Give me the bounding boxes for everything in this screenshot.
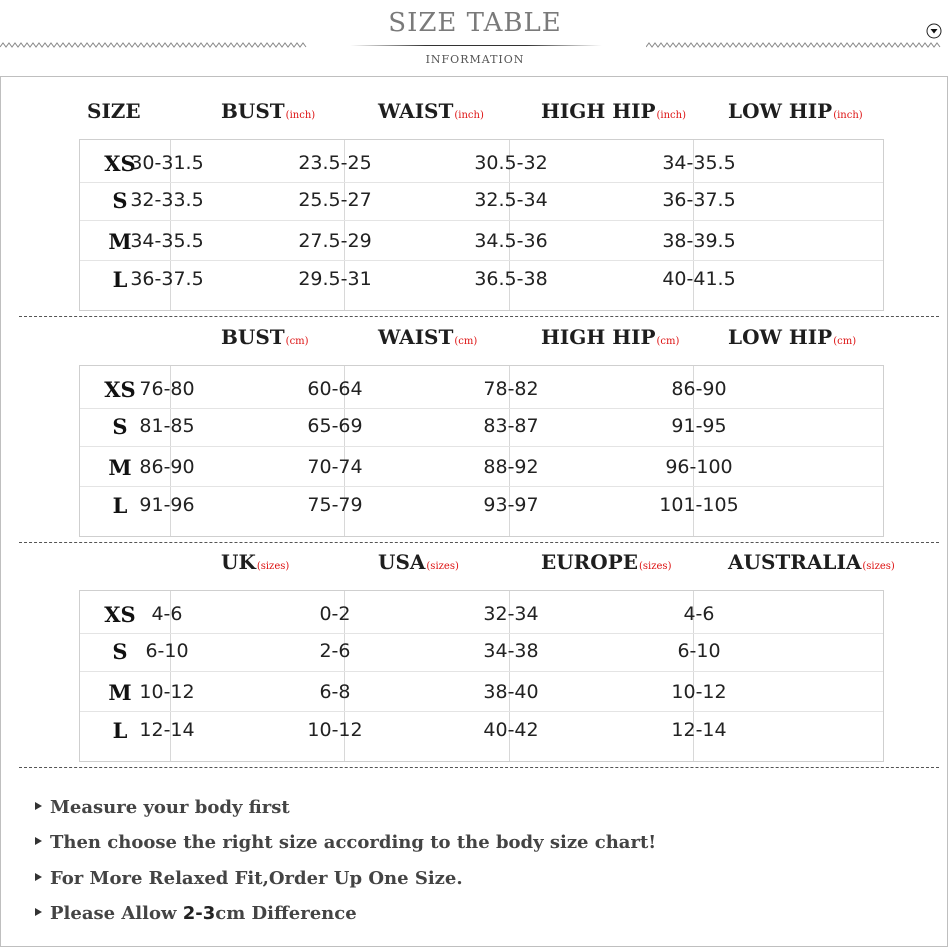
table-cell: 93-97 [483, 494, 539, 516]
table-cell: 38-40 [483, 681, 539, 703]
column-header [728, 327, 856, 347]
column-header-unit: (cm) [285, 336, 309, 347]
column-header-unit: (sizes) [862, 561, 895, 572]
note-highlight: 2-3 [182, 903, 216, 924]
dashed-separator [19, 542, 939, 543]
column-header-unit: (sizes) [426, 561, 459, 572]
table-cell: 91-96 [139, 494, 195, 516]
table-cell: 91-95 [671, 415, 727, 437]
table-cell: 36-37.5 [130, 268, 204, 290]
table-cell: 30.5-32 [474, 152, 548, 174]
table-cell: 10-12 [139, 681, 195, 703]
table-cell: 38-39.5 [662, 230, 736, 252]
table-cell: 75-79 [307, 494, 363, 516]
size-label: M [108, 455, 132, 480]
size-label: XS [104, 602, 136, 627]
table-cell: 6-10 [145, 640, 189, 662]
size-label: S [112, 188, 128, 213]
column-header-label: HIGH HIP [541, 325, 656, 349]
table-cell: 12-14 [139, 719, 195, 741]
table-cell: 101-105 [659, 494, 739, 516]
column-header [728, 552, 895, 572]
table-cell: 27.5-29 [298, 230, 372, 252]
column-header-label: UK [221, 550, 256, 574]
table-cell: 29.5-31 [298, 268, 372, 290]
triangle-right-icon [35, 873, 42, 881]
column-header-label: EUROPE [541, 550, 639, 574]
table-cell: 32-34 [483, 603, 539, 625]
table-cell: 4-6 [151, 603, 183, 625]
column-header [728, 101, 863, 121]
dashed-separator [19, 767, 939, 768]
column-header [541, 327, 679, 347]
table-cell: 96-100 [665, 456, 733, 478]
column-header [378, 552, 459, 572]
table-cell: 32-33.5 [130, 189, 204, 211]
table-cell: 81-85 [139, 415, 195, 437]
triangle-right-icon [35, 802, 42, 810]
circle-chevron-down-icon [926, 23, 942, 39]
column-header-label: WAIST [378, 325, 454, 349]
table-cell: 76-80 [139, 378, 195, 400]
table-cell: 6-8 [319, 681, 351, 703]
column-header-unit: (inch) [656, 110, 686, 121]
note-text: Then choose the right size according to the body size chart! [50, 832, 657, 853]
table-cell: 25.5-27 [298, 189, 372, 211]
dashed-separator [19, 316, 939, 317]
note-text-suffix: cm Difference [215, 903, 357, 924]
page-subtitle: INFORMATION [425, 53, 525, 66]
column-header [221, 552, 289, 572]
grid-row-divider [80, 711, 883, 712]
table-cell: 83-87 [483, 415, 539, 437]
triangle-right-icon [35, 837, 42, 845]
table-cell: 36.5-38 [474, 268, 548, 290]
column-header [541, 552, 671, 572]
column-header [378, 327, 477, 347]
size-label: L [112, 718, 128, 743]
note-item [35, 799, 290, 817]
table-cell: 4-6 [683, 603, 715, 625]
note-item [35, 870, 463, 888]
column-header-unit: (cm) [833, 336, 857, 347]
column-header-label: LOW HIP [728, 325, 833, 349]
page-title: SIZE TABLE [388, 8, 562, 38]
size-grid [79, 590, 884, 762]
table-cell: 6-10 [677, 640, 721, 662]
column-header-unit: (inch) [285, 110, 316, 121]
column-header-unit: (inch) [454, 110, 484, 121]
size-label: M [108, 229, 132, 254]
size-label: S [112, 414, 128, 439]
table-cell: 34-38 [483, 640, 539, 662]
column-header-unit: (inch) [833, 110, 863, 121]
size-label: L [112, 267, 128, 292]
table-cell: 86-90 [139, 456, 195, 478]
table-cell: 2-6 [319, 640, 351, 662]
column-header-label: LOW HIP [728, 99, 833, 123]
table-cell: 10-12 [307, 719, 363, 741]
table-cell: 0-2 [319, 603, 351, 625]
column-header-label: HIGH HIP [541, 99, 656, 123]
size-grid [79, 139, 884, 311]
grid-row-divider [80, 486, 883, 487]
title-underline [350, 45, 602, 46]
column-header-label: WAIST [378, 99, 454, 123]
table-cell: 30-31.5 [130, 152, 204, 174]
column-header-label: USA [378, 550, 426, 574]
note-text: Please Allow [50, 903, 183, 924]
table-cell: 36-37.5 [662, 189, 736, 211]
column-header [541, 101, 686, 121]
grid-row-divider [80, 260, 883, 261]
size-label: L [112, 493, 128, 518]
size-column-header: SIZE [87, 99, 141, 123]
size-label: XS [104, 151, 136, 176]
table-cell: 34-35.5 [662, 152, 736, 174]
note-item [35, 905, 357, 923]
table-cell: 40-42 [483, 719, 539, 741]
size-label: S [112, 639, 128, 664]
column-header [221, 327, 309, 347]
column-header-unit: (sizes) [639, 561, 672, 572]
decorative-zigzag-left [0, 42, 308, 48]
note-item [35, 834, 656, 852]
table-cell: 70-74 [307, 456, 363, 478]
table-cell: 40-41.5 [662, 268, 736, 290]
table-cell: 12-14 [671, 719, 727, 741]
grid-row-divider [80, 408, 883, 409]
table-cell: 88-92 [483, 456, 539, 478]
size-label: M [108, 680, 132, 705]
table-cell: 86-90 [671, 378, 727, 400]
column-header-label: BUST [221, 99, 285, 123]
column-header-unit: (cm) [656, 336, 680, 347]
size-label: XS [104, 377, 136, 402]
grid-row-divider [80, 446, 883, 447]
grid-row-divider [80, 182, 883, 183]
table-cell: 10-12 [671, 681, 727, 703]
triangle-right-icon [35, 908, 42, 916]
decorative-zigzag-right [646, 42, 942, 48]
size-table-panel [0, 76, 948, 947]
table-cell: 23.5-25 [298, 152, 372, 174]
table-cell: 78-82 [483, 378, 539, 400]
table-cell: 32.5-34 [474, 189, 548, 211]
grid-row-divider [80, 671, 883, 672]
column-header [378, 101, 484, 121]
size-grid [79, 365, 884, 537]
table-cell: 34-35.5 [130, 230, 204, 252]
note-text: For More Relaxed Fit,Order Up One Size. [50, 868, 463, 889]
column-header-unit: (sizes) [256, 561, 290, 572]
table-cell: 60-64 [307, 378, 363, 400]
note-text: Measure your body first [50, 797, 290, 818]
table-cell: 65-69 [307, 415, 363, 437]
column-header-unit: (cm) [454, 336, 478, 347]
grid-row-divider [80, 220, 883, 221]
table-cell: 34.5-36 [474, 230, 548, 252]
column-header-label: AUSTRALIA [728, 550, 862, 574]
column-header [221, 101, 315, 121]
column-header-label: BUST [221, 325, 285, 349]
grid-row-divider [80, 633, 883, 634]
